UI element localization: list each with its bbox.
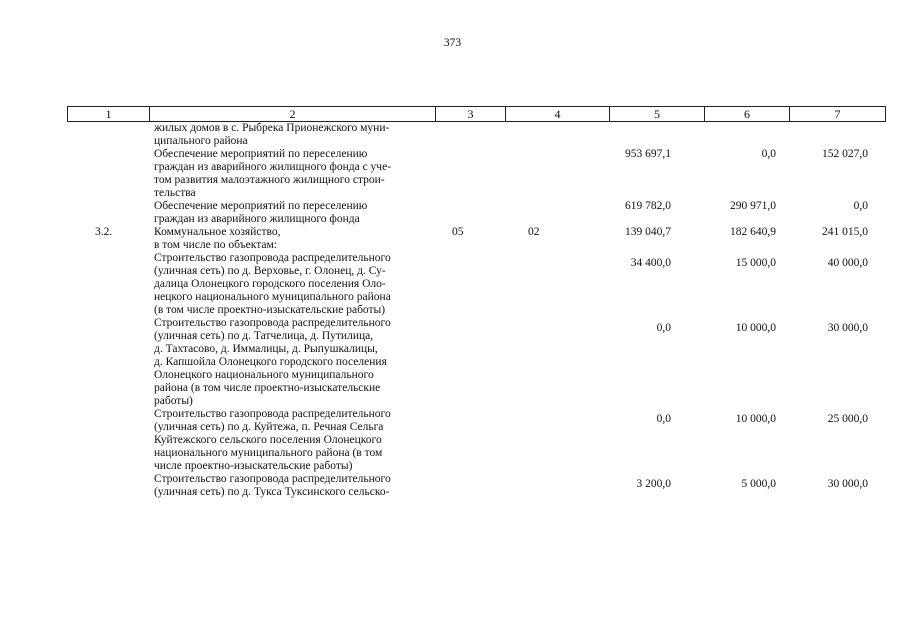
value-col-5: 0,0 <box>656 413 671 425</box>
header-col-7: 7 <box>834 107 841 121</box>
description-line: тельства <box>154 187 196 199</box>
value-col-6: 182 640,9 <box>730 226 776 238</box>
value-col-6: 10 000,0 <box>735 413 776 425</box>
row-description <box>154 408 429 473</box>
value-col-7: 25 000,0 <box>827 413 868 425</box>
value-col-7: 0,0 <box>853 200 868 212</box>
description-line: нецкого национального муниципального района <box>154 291 391 303</box>
table-row <box>0 122 905 148</box>
value-col-7: 30 000,0 <box>827 478 868 490</box>
page-number: 373 <box>443 37 462 49</box>
table-body <box>0 122 905 499</box>
table-row <box>0 252 905 317</box>
row-description <box>154 473 429 499</box>
value-col-7: 152 027,0 <box>822 148 868 160</box>
value-col-6: 0,0 <box>761 148 776 160</box>
value-col-7: 40 000,0 <box>827 257 868 269</box>
description-line: том развития малоэтажного жилищного строи- <box>154 174 385 186</box>
description-line: граждан из аварийного жилищного фонда <box>154 213 360 225</box>
value-col-6: 10 000,0 <box>735 322 776 334</box>
table-row <box>0 317 905 408</box>
description-line: жилых домов в с. Рыбрека Прионежского муни- <box>154 122 390 134</box>
description-line: (в том числе проектно-изыскательские работы) <box>154 304 386 316</box>
value-col-7: 241 015,0 <box>822 226 868 238</box>
row-number: 3.2. <box>95 226 113 238</box>
header-col-3: 3 <box>436 107 506 121</box>
description-line: (уличная сеть) по д. Куйтежа, п. Речная Сельга <box>154 421 384 433</box>
header-col-2: 2 <box>150 107 436 121</box>
description-line: д. Капшойла Олонецкого городского поселения <box>154 356 387 368</box>
table-row <box>0 200 905 226</box>
description-line: д. Тахтасово, д. Иммалицы, д. Рыпушкалицы, <box>154 343 378 355</box>
row-description <box>154 148 429 200</box>
value-col-5: 3 200,0 <box>636 478 671 490</box>
value-col-7: 30 000,0 <box>827 322 868 334</box>
description-line: Коммунальное хозяйство, <box>154 226 281 238</box>
value-col-5: 34 400,0 <box>630 257 671 269</box>
description-line: Строительство газопровода распределительного <box>154 473 391 485</box>
row-description <box>154 200 429 226</box>
row-description <box>154 226 429 252</box>
description-line: ципального района <box>154 135 248 147</box>
row-description <box>154 122 429 148</box>
value-col-5: 953 697,1 <box>625 148 671 160</box>
table-row <box>0 226 905 252</box>
value-col-6: 5 000,0 <box>741 478 776 490</box>
description-line: Строительство газопровода распределительного <box>154 252 391 264</box>
description-line: (уличная сеть) по д. Татчелица, д. Путилица, <box>154 330 374 342</box>
row-col-3: 05 <box>452 226 464 238</box>
value-col-5: 139 040,7 <box>625 226 671 238</box>
description-line: Строительство газопровода распределительного <box>154 408 391 420</box>
description-line: района (в том числе проектно-изыскательские <box>154 382 381 394</box>
description-line: Строительство газопровода распределительного <box>154 317 391 329</box>
row-description <box>154 317 429 408</box>
table-header <box>67 106 886 122</box>
table-row <box>0 473 905 499</box>
description-line: (уличная сеть) по д. Тукса Туксинского сельско- <box>154 486 390 498</box>
table-row <box>0 148 905 200</box>
description-line: работы) <box>154 395 193 407</box>
description-line: Олонецкого национального муниципального <box>154 369 374 381</box>
header-col-1: 1 <box>68 107 150 121</box>
description-line: в том числе по объектам: <box>154 239 277 251</box>
table-row <box>0 408 905 473</box>
description-line: граждан из аварийного жилищного фонда с уче- <box>154 161 392 173</box>
description-line: Куйтежского сельского поселения Олонецкого <box>154 434 382 446</box>
description-line: числе проектно-изыскательские работы) <box>154 460 353 472</box>
value-col-5: 619 782,0 <box>625 200 671 212</box>
value-col-6: 15 000,0 <box>735 257 776 269</box>
description-line: национального муниципального района (в том <box>154 447 383 459</box>
header-col-6: 6 <box>705 107 790 121</box>
value-col-5: 0,0 <box>656 322 671 334</box>
header-col-5: 5 <box>610 107 705 121</box>
description-line: Обеспечение мероприятий по переселению <box>154 148 368 160</box>
description-line: Обеспечение мероприятий по переселению <box>154 200 368 212</box>
row-description <box>154 252 429 317</box>
description-line: далица Олонецкого городского поселения Оло- <box>154 278 386 290</box>
value-col-6: 290 971,0 <box>730 200 776 212</box>
row-col-4: 02 <box>528 226 540 238</box>
description-line: (уличная сеть) по д. Верховье, г. Олонец, д. Су- <box>154 265 386 277</box>
header-col-4: 4 <box>506 107 610 121</box>
